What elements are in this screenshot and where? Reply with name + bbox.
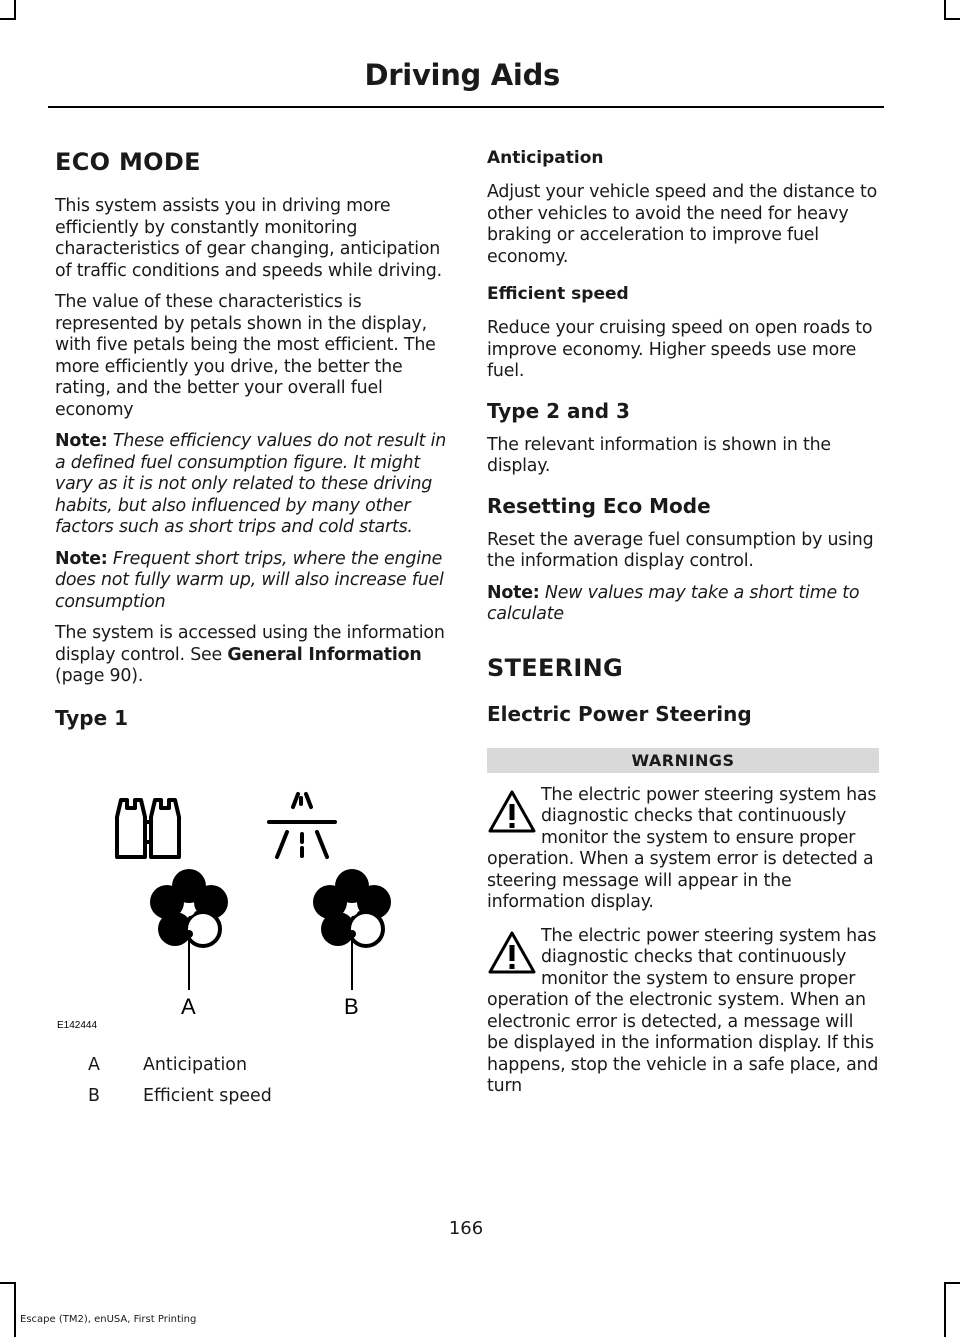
resetting-paragraph: Reset the average fuel consumption by using the information display control.: [487, 529, 874, 571]
crop-mark: [0, 1282, 16, 1284]
crop-mark: [944, 1282, 946, 1337]
legend-row: [55, 1050, 447, 1081]
access-paragraph: [55, 623, 447, 688]
note-label: Note:: [55, 548, 108, 569]
warning-item: [487, 926, 879, 1098]
page-number: 166: [448, 1218, 484, 1239]
warning-triangle-icon: [487, 789, 537, 835]
warning-item: [487, 785, 879, 914]
efficient-speed-paragraph: Reduce your cruising speed on open roads to improve economy. Higher speeds use more fuel.: [487, 318, 873, 381]
access-page-ref: (page 90).: [55, 666, 144, 686]
left-column: [55, 140, 447, 1112]
eco-mode-illustration: [55, 742, 447, 1042]
leader-dot: [185, 930, 193, 938]
note-text: New values may take a short time to calculate: [487, 582, 860, 624]
note-efficiency: [55, 431, 447, 539]
figure-legend: [55, 1050, 447, 1112]
figure-id: E142444: [57, 1019, 98, 1031]
eps-heading: Electric Power Steering: [487, 701, 752, 726]
crop-mark: [14, 1282, 16, 1337]
note-short-trips: [55, 549, 447, 614]
crop-mark: [944, 0, 946, 20]
steering-heading: STEERING: [487, 653, 624, 682]
road-icon: [269, 794, 335, 857]
type1-heading: Type 1: [55, 705, 129, 730]
legend-key: B: [88, 1085, 100, 1106]
petals-paragraph: The value of these characteristics is represented by petals shown in the display, with five petals being the most efficient. The more efficiently you drive, the better the rating, and the better your overall fuel economy: [55, 292, 436, 420]
note-label: Note:: [487, 582, 540, 603]
note-text: Frequent short trips, where the engine does not fully warm up, will also increase fuel consumption: [55, 548, 444, 612]
figure-label-b: B: [344, 993, 359, 1019]
access-text: The system is accessed using the information display control. See: [55, 623, 445, 665]
note-label: Note:: [55, 431, 108, 451]
efficient-speed-heading: Efficient speed: [487, 284, 629, 304]
warning-text: The electric power steering system has diagnostic checks that continuously monitor the system to ensure proper operation of the electronic system. When an electronic error is detected, a message will be displayed in the information display. If this happens, stop the vehicle in a safe place, and turn: [487, 925, 879, 1096]
right-column: [487, 140, 879, 1110]
eco-intro-paragraph: This system assists you in driving more efficiently by constantly monitoring characteristics of gear changing, anticipation of traffic conditions and speeds while driving.: [55, 196, 442, 281]
eco-mode-heading: ECO MODE: [55, 148, 201, 176]
binoculars-icon: [117, 800, 179, 857]
anticipation-paragraph: Adjust your vehicle speed and the distance to other vehicles to avoid the need for heavy braking or acceleration to improve fuel economy.: [487, 182, 878, 267]
note-text: These efficiency values do not result in a defined fuel consumption figure. It might vary as it is not only related to these driving habits, but also influenced by many other factors such as short trips and cold starts.: [55, 431, 447, 537]
eco-mode-figure: [55, 742, 447, 1042]
header-divider: [48, 106, 884, 108]
resetting-heading: Resetting Eco Mode: [487, 493, 711, 518]
leader-dot: [348, 930, 356, 938]
page-title: Driving Aids: [364, 58, 560, 92]
legend-row: [55, 1081, 447, 1112]
note-calculate: [487, 583, 879, 626]
warning-triangle-icon: [487, 930, 537, 976]
type23-paragraph: The relevant information is shown in the display.: [487, 434, 831, 476]
crop-mark: [944, 18, 960, 20]
warning-text: The electric power steering system has diagnostic checks that continuously monitor the system to ensure proper operation. When a system error is detected a steering message will appear in the information display.: [487, 784, 877, 912]
legend-value: Anticipation: [143, 1054, 247, 1075]
legend-value: Efficient speed: [143, 1085, 272, 1106]
edition-footer: Escape (TM2), enUSA, First Printing: [20, 1314, 197, 1325]
legend-key: A: [88, 1054, 100, 1075]
crop-mark: [0, 18, 16, 20]
general-information-link[interactable]: General Information: [227, 644, 422, 665]
crop-mark: [14, 0, 16, 20]
warnings-banner: WARNINGS: [487, 748, 879, 773]
crop-mark: [944, 1282, 960, 1284]
type23-heading: Type 2 and 3: [487, 398, 630, 423]
figure-label-a: A: [181, 993, 196, 1019]
anticipation-heading: Anticipation: [487, 148, 604, 168]
